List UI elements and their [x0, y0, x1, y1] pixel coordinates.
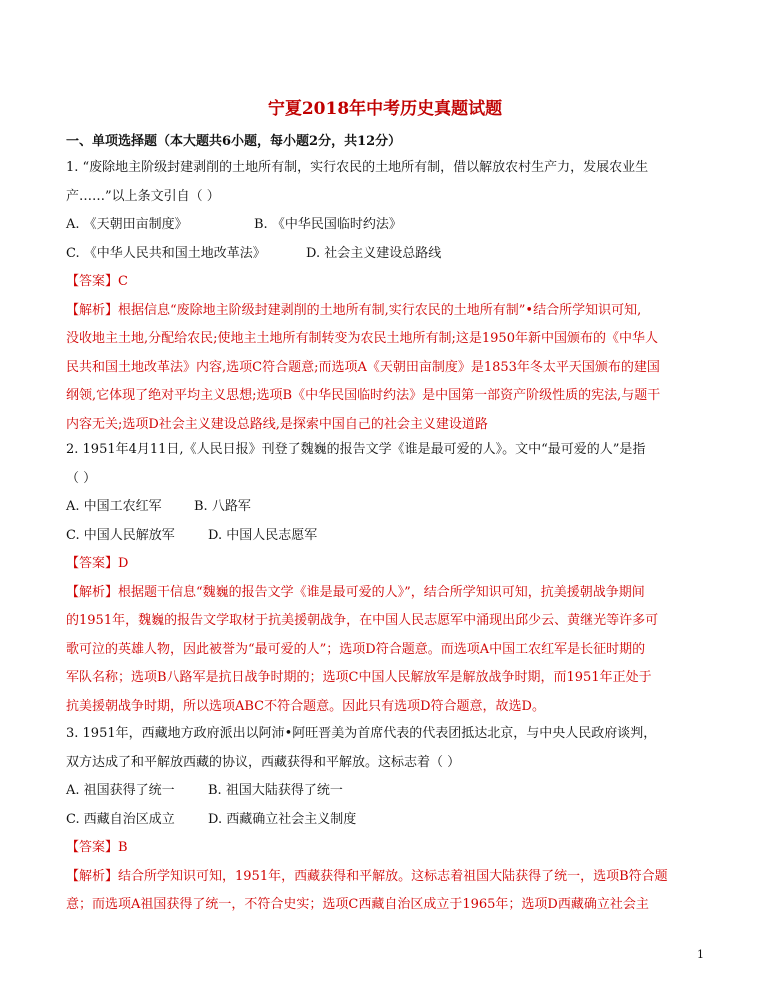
- analysis-line: 【解析】结合所学知识可知，1951年，西藏获得和平解放。这标志着祖国大陆获得了统一，选项B符合题: [66, 868, 668, 884]
- option-a: A. 中国工农红军: [66, 499, 162, 514]
- option-d: D. 社会主义建设总路线: [306, 245, 442, 261]
- question-stem-line: 产……”以上条文引自（ ）: [66, 188, 220, 204]
- question-1: [66, 154, 706, 439]
- analysis-line: 军队名称；选项B八路军是抗日战争时期的；选项C中国人民解放军是解放战争时期，而1951年正处于: [66, 670, 652, 685]
- options-row: [66, 777, 706, 806]
- question-3: [66, 720, 706, 920]
- question-stem-line: 1. “废除地主阶级封建剥削的土地所有制，实行农民的土地所有制，借以解放农村生产力，发展农业生: [66, 160, 649, 175]
- analysis-line: 抗美援朝战争时期，所以选项ABC不符合题意。因此只有选项D符合题意，故选D。: [66, 698, 545, 714]
- question-stem-line: 3. 1951年，西藏地方政府派出以阿沛•阿旺晋美为首席代表的代表团抵达北京，与中央人民政府谈判，: [66, 726, 657, 741]
- option-b: B. 《中华民国临时约法》: [254, 217, 402, 232]
- analysis-line: 【解析】根据题干信息“魏巍的报告文学《谁是最可爱的人》”，结合所学知识可知，抗美援朝战争期间: [66, 584, 645, 600]
- option-a: A. 祖国获得了统一: [66, 783, 175, 798]
- option-b: B. 八路军: [194, 499, 251, 514]
- page-number: 1: [697, 948, 704, 961]
- option-b: B. 祖国大陆获得了统一: [208, 783, 343, 798]
- options-row: [66, 240, 706, 269]
- analysis-line: 纲领,它体现了绝对平均主义思想;选项B《中华民国临时约法》是中国第一部资产阶级性质的宪法,与题干: [66, 388, 661, 403]
- option-a: A. 《天朝田亩制度》: [66, 217, 188, 232]
- question-stem-line: （ ）: [66, 470, 97, 486]
- options-row: [66, 806, 706, 835]
- option-c: C. 西藏自治区成立: [66, 811, 175, 827]
- page-title: 宁夏2018年中考历史真题试题: [267, 99, 503, 119]
- question-stem-line: 2. 1951年4月11日,《人民日报》刊登了魏巍的报告文学《谁是最可爱的人》。文中“最可爱的人”是指: [66, 442, 646, 457]
- answer-label: 【答案】D: [66, 556, 129, 571]
- option-c: C. 《中华人民共和国土地改革法》: [66, 245, 266, 261]
- analysis-line: 民共和国土地改革法》内容,选项C符合题意;而选项A《天朝田亩制度》是1853年冬太平天国颁布的建国: [66, 359, 660, 375]
- analysis-line: 【解析】根据信息“废除地主阶级封建剥削的土地所有制,实行农民的土地所有制”•结合所学知识可知,: [66, 302, 642, 318]
- analysis-line: 意；而选项A祖国获得了统一，不符合史实；选项C西藏自治区成立于1965年；选项D西藏确立社会主: [66, 897, 649, 912]
- option-d: D. 西藏确立社会主义制度: [208, 811, 357, 827]
- analysis-line: 内容无关;选项D社会主义建设总路线,是探索中国自己的社会主义建设道路: [66, 416, 488, 432]
- section-heading: 一、单项选择题（本大题共6小题，每小题2分，共12分）: [66, 134, 402, 149]
- analysis-line: 的1951年，魏巍的报告文学取材于抗美援朝战争，在中国人民志愿军中涌现出邱少云、黄继光等许多可: [66, 613, 659, 628]
- option-d: D. 中国人民志愿军: [208, 527, 318, 543]
- answer-label: 【答案】B: [66, 840, 128, 855]
- question-2: [66, 436, 706, 721]
- analysis-line: 歌可泣的英雄人物，因此被誉为“最可爱的人”；选项D符合题意。而选项A中国工农红军是长征时期的: [66, 641, 646, 657]
- options-row: [66, 211, 706, 240]
- options-row: [66, 493, 706, 522]
- answer-label: 【答案】C: [66, 274, 128, 289]
- option-c: C. 中国人民解放军: [66, 527, 175, 543]
- question-stem-line: 双方达成了和平解放西藏的协议，西藏获得和平解放。这标志着（ ）: [66, 754, 461, 770]
- analysis-line: 没收地主土地,分配给农民;使地主土地所有制转变为农民土地所有制;这是1950年新中国颁布的《中华人: [66, 331, 658, 346]
- options-row: [66, 522, 706, 551]
